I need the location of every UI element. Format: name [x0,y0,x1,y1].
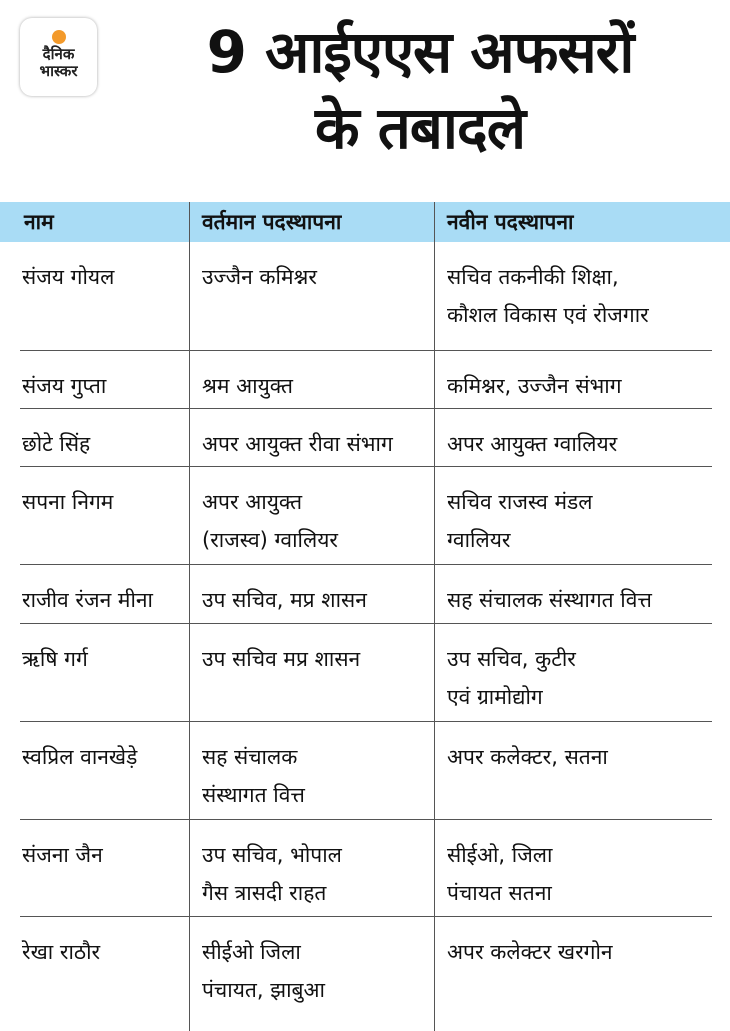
page-title [110,14,730,166]
table-row [20,565,712,624]
cell-current-posting [202,258,317,296]
cell-line: संजना जैन [22,843,103,867]
cell-new-posting [447,640,576,716]
cell-line: उप सचिव मप्र शासन [202,647,361,671]
cell-line: सचिव राजस्व मंडल [447,490,593,514]
cell-name [22,258,114,296]
cell-line: ऋषि गर्ग [22,647,88,671]
table-row [20,624,712,722]
cell-line: ग्वालियर [447,528,511,552]
cell-line: गैस त्रासदी राहत [202,881,327,905]
cell-line: अपर आयुक्त ग्वालियर [447,432,618,456]
header-new-posting: नवीन पदस्थापना [447,210,574,234]
cell-name [22,738,137,776]
cell-new-posting [447,367,622,405]
cell-new-posting [447,581,652,619]
cell-line: अपर कलेक्टर खरगोन [447,940,613,964]
title-line1: 9 आईएएस अफसरों [206,18,634,86]
table-header [0,202,730,242]
cell-line: सीईओ जिला [202,940,301,964]
header-name: नाम [24,210,54,234]
cell-line: उज्जैन कमिश्नर [202,265,317,289]
cell-new-posting [447,258,649,334]
cell-line: पंचायत सतना [447,881,552,905]
cell-line: स्वप्रिल वानखेड़े [22,745,138,769]
cell-line: रेखा राठौर [22,940,101,964]
cell-current-posting [202,367,293,405]
cell-line: अपर आयुक्त [202,490,303,514]
cell-current-posting [202,581,367,619]
table-row [20,351,712,409]
cell-name [22,933,100,971]
logo-text-line2: भास्कर [39,62,78,80]
cell-line: सह संचालक [202,745,298,769]
cell-name [22,367,106,405]
cell-line: सचिव तकनीकी शिक्षा, [447,265,619,289]
cell-line: पंचायत, झाबुआ [202,978,325,1002]
cell-line: उप सचिव, कुटीर [447,647,576,671]
cell-line: उप सचिव, भोपाल [202,843,342,867]
cell-name [22,483,113,521]
table-row [20,722,712,820]
cell-name [22,581,153,619]
cell-current-posting [202,738,305,814]
table-row [20,467,712,565]
cell-line: सपना निगम [22,490,114,514]
cell-new-posting [447,425,617,463]
cell-line: कमिश्नर, उज्जैन संभाग [447,374,622,398]
cell-new-posting [447,483,592,559]
cell-line: (राजस्व) ग्वालियर [202,528,338,552]
cell-name [22,425,90,463]
cell-line: कौशल विकास एवं रोजगार [447,303,649,327]
sun-icon [52,30,66,44]
cell-current-posting [202,836,342,912]
table-row [20,820,712,917]
title-line2: के तबादले [314,94,526,162]
cell-current-posting [202,933,325,1009]
cell-line: सह संचालक संस्थागत वित्त [447,588,652,612]
cell-line: एवं ग्रामोद्योग [447,685,543,709]
cell-line: छोटे सिंह [22,432,91,456]
cell-new-posting [447,933,613,971]
cell-line: संजय गोयल [22,265,115,289]
table-row [20,409,712,467]
cell-line: संस्थागत वित्त [202,783,305,807]
cell-line: अपर कलेक्टर, सतना [447,745,608,769]
cell-new-posting [447,738,608,776]
table-row [20,242,712,351]
header-current-posting: वर्तमान पदस्थापना [202,210,342,234]
cell-new-posting [447,836,552,912]
dainik-bhaskar-logo [20,18,97,96]
cell-current-posting [202,640,360,678]
cell-current-posting [202,425,393,463]
table-row [20,917,712,1030]
logo-text-line1: दैनिक [42,45,75,63]
cell-name [22,640,88,678]
cell-line: सीईओ, जिला [447,843,553,867]
cell-line: श्रम आयुक्त [202,374,293,398]
cell-line: राजीव रंजन मीना [22,588,153,612]
cell-line: उप सचिव, मप्र शासन [202,588,367,612]
cell-name [22,836,103,874]
cell-line: संजय गुप्ता [22,374,107,398]
cell-current-posting [202,483,338,559]
cell-line: अपर आयुक्त रीवा संभाग [202,432,393,456]
